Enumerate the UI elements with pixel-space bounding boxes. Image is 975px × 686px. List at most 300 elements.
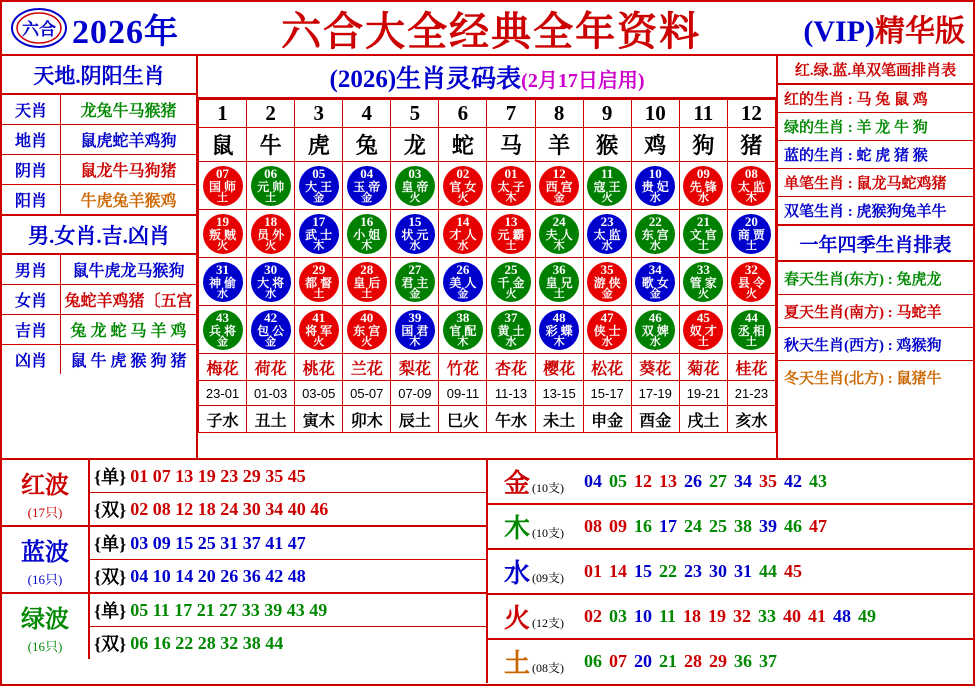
code-ball[interactable] [587,262,627,302]
code-ball[interactable] [347,166,387,206]
ball-element: 水 [505,336,517,348]
ball-element: 水 [409,240,421,252]
element-name-cell [488,598,580,635]
element-name: 火 [503,604,530,633]
ball-title: 官 女 [449,180,477,194]
element-number: 21 [659,651,677,671]
wave-numbers [90,460,486,525]
ball-element: 土 [697,240,709,252]
ball-element: 金 [313,192,325,204]
color-zodiac-line: 单笔生肖 : 鼠龙马蛇鸡猪 [778,169,973,197]
flower-row: 梅花 荷花 桃花 兰花 梨花 竹花 杏花 樱花 松花 葵花 菊花 桂花 [199,354,776,381]
ball-number: 35 [600,262,614,277]
code-ball[interactable] [251,166,291,206]
element-number: 43 [809,471,827,491]
element-name-cell [488,463,580,500]
ball-title: 先 锋 [689,180,717,194]
element-name-cell [488,643,580,680]
ball-number: 09 [696,166,710,181]
season-zodiac-line: 春天生肖(东方) : 兔虎龙 [778,262,973,295]
season-lines-group [778,262,973,393]
element-number: 39 [759,516,777,536]
mid-panel [198,54,776,458]
ball-number: 07 [216,166,230,181]
code-ball[interactable] [491,166,531,206]
body-columns [2,54,973,458]
ball-title: 包 公 [257,324,285,338]
bottom-section [2,458,973,683]
mid-title-note: (2月17日启用) [521,70,645,92]
ball-element: 土 [745,240,757,252]
ball-element: 水 [649,240,661,252]
ball-element: 土 [697,336,709,348]
code-ball[interactable] [347,214,387,254]
ball-element: 火 [409,192,421,204]
code-ball[interactable] [731,262,771,302]
element-numbers [580,516,973,537]
code-ball[interactable] [395,166,435,206]
element-count: (08支) [532,661,564,675]
left-row-label: 吉肖 [2,315,61,344]
ball-element: 金 [601,288,613,300]
left-row [2,255,196,285]
ball-element: 火 [217,240,229,252]
code-ball[interactable] [491,214,531,254]
ball-title: 县 令 [737,276,765,290]
element-number: 42 [784,471,802,491]
wave-odd-label: {单} [94,467,127,487]
element-number: 03 [609,606,627,626]
left-row-value: 鼠 牛 虎 猴 狗 猪 [70,353,187,370]
ball-element: 木 [745,192,757,204]
ball-title: 状 元 [401,228,429,242]
wave-even-numbers: 06 16 22 28 32 38 44 [130,632,284,653]
code-ball[interactable] [299,214,339,254]
ball-number: 24 [552,214,566,229]
element-number: 04 [584,471,602,491]
ball-title: 员 外 [257,228,285,242]
ball-element: 水 [217,288,229,300]
ball-title: 双 婢 [641,324,669,338]
ball-element: 金 [361,192,373,204]
ball-element: 木 [553,240,565,252]
ball-element: 土 [361,288,373,300]
code-ball[interactable] [683,214,723,254]
ball-element: 土 [217,192,229,204]
ball-element: 土 [553,288,565,300]
ball-element: 木 [553,336,565,348]
ball-number: 33 [696,262,710,277]
left-row-value: 鼠龙牛马狗猪 [80,163,177,180]
element-number: 36 [734,651,752,671]
color-zodiac-line: 蓝的生肖 : 蛇 虎 猪 猴 [778,141,973,169]
element-count: (10支) [532,526,564,540]
ball-title: 皇 后 [353,276,381,290]
code-ball[interactable] [683,310,723,350]
ball-number: 47 [600,310,614,325]
code-ball[interactable] [587,166,627,206]
wave-even-label: {双} [94,500,127,520]
wave-row [2,460,486,527]
element-number: 18 [683,606,702,626]
wave-count: (17只) [27,504,63,520]
left-row [2,185,196,214]
year-label: 2026年 [72,13,179,51]
ball-title: 贵 妃 [641,180,669,194]
left-row [2,125,196,155]
element-number: 15 [634,561,652,581]
code-ball[interactable] [203,310,243,350]
element-number: 30 [709,561,727,581]
ball-number: 22 [648,214,662,229]
right-lines-group [778,85,973,224]
code-ball[interactable] [347,262,387,302]
ball-title: 小 姐 [353,228,381,242]
ball-element: 水 [697,192,709,204]
vip-label: (VIP) [803,15,875,48]
element-row [488,595,973,640]
ball-number: 29 [312,262,326,277]
code-ball[interactable] [731,214,771,254]
element-number: 47 [809,516,827,536]
code-ball[interactable] [491,310,531,350]
ball-element: 木 [505,192,517,204]
ball-number: 13 [504,214,518,229]
wave-even-numbers: 04 10 14 20 26 36 42 48 [130,565,306,586]
ball-number: 05 [312,166,326,181]
code-ball[interactable] [635,310,675,350]
ball-number: 30 [264,262,278,277]
code-ball[interactable] [539,214,579,254]
ball-title: 元 帅 [257,180,285,194]
ball-title: 东 宫 [353,324,381,338]
left-row [2,315,196,345]
code-ball[interactable] [635,262,675,302]
code-ball[interactable] [443,310,483,350]
ball-title: 丞 相 [737,324,765,338]
ball-title: 大 将 [257,276,285,290]
ball-element: 土 [505,240,517,252]
code-ball[interactable] [539,166,579,206]
ball-element: 木 [457,336,469,348]
ball-number: 06 [264,166,278,181]
ball-number: 20 [744,214,758,229]
left-row-label: 阴肖 [2,155,61,184]
wave-name: 绿波 [21,606,69,633]
ball-number: 46 [648,310,662,325]
wave-odd-numbers: 01 07 13 19 23 29 35 45 [130,465,306,486]
ball-title: 商 贾 [737,228,765,242]
ball-title: 夫 人 [545,228,573,242]
element-number: 24 [684,516,702,536]
element-row [488,640,973,683]
code-ball[interactable] [299,166,339,206]
page-header [2,2,973,54]
code-ball[interactable] [491,262,531,302]
wave-name: 蓝波 [21,539,69,566]
code-ball[interactable] [203,214,243,254]
ball-number: 21 [696,214,710,229]
wave-odd-label: {单} [94,601,127,621]
ball-row [199,162,776,210]
left-row-label: 阳肖 [2,185,61,214]
ball-title: 太 监 [737,180,765,194]
element-numbers [580,606,973,627]
ball-element: 金 [409,288,421,300]
element-numbers [580,651,973,672]
ball-number: 08 [744,166,758,181]
wave-odd-label: {单} [94,534,127,554]
ball-title: 才 人 [449,228,477,242]
logo-icon [8,6,70,50]
wave-count: (16只) [27,571,63,587]
ball-title: 文 官 [689,228,717,242]
ball-title: 玉 帝 [353,180,381,194]
code-ball[interactable] [443,214,483,254]
ball-number: 11 [601,166,614,181]
element-name: 木 [503,514,530,543]
left-row [2,95,196,125]
ball-title: 都 督 [305,276,333,290]
left-row-label: 凶肖 [2,345,61,374]
code-ball[interactable] [635,214,675,254]
wave-odd-numbers: 03 09 15 25 31 37 41 47 [130,532,306,553]
ball-element: 火 [697,288,709,300]
wave-name-cell [2,527,90,592]
element-numbers [580,561,973,582]
ball-number: 15 [408,214,422,229]
wave-table [2,460,488,683]
zodiac-code-table [198,99,776,433]
code-ball[interactable] [683,166,723,206]
element-name: 土 [503,649,530,678]
wave-odd-line [90,594,486,627]
wave-name: 红波 [21,472,69,499]
wave-count: (16只) [27,638,63,654]
code-ball[interactable] [251,214,291,254]
ball-number: 40 [360,310,374,325]
code-ball[interactable] [587,214,627,254]
code-ball[interactable] [731,166,771,206]
code-ball[interactable] [683,262,723,302]
left-row-value: 牛虎兔羊猴鸡 [80,193,177,210]
element-number: 07 [609,651,627,671]
code-ball[interactable] [587,310,627,350]
ball-number: 34 [648,262,662,277]
svg-text:六合: 六合 [22,20,56,39]
ball-title: 奴 才 [689,324,717,338]
left-row-value: 鼠牛虎龙马猴狗 [72,263,185,280]
season-zodiac-line: 夏天生肖(南方) : 马蛇羊 [778,295,973,328]
ball-element: 金 [217,336,229,348]
ball-element: 木 [313,240,325,252]
ball-element: 火 [361,336,373,348]
ball-number: 43 [216,310,230,325]
code-ball[interactable] [731,310,771,350]
ball-title: 美 人 [449,276,477,290]
color-zodiac-line: 双笔生肖 : 虎猴狗兔羊牛 [784,204,947,220]
ball-number: 41 [312,310,326,325]
code-ball[interactable] [299,310,339,350]
ball-number: 45 [696,310,710,325]
page-title: 六合大全经典全年资料 [281,8,702,54]
element-number: 20 [634,651,652,671]
ball-row [199,258,776,306]
ball-number: 48 [552,310,566,325]
ball-element: 水 [601,240,613,252]
ball-title: 将 军 [305,324,333,338]
ball-number: 10 [648,166,662,181]
code-ball[interactable] [539,310,579,350]
ball-number: 02 [456,166,470,181]
element-number: 19 [708,606,727,626]
wave-even-label: {双} [94,567,127,587]
left-row-value: 兔蛇羊鸡猪〔五宫 [64,293,193,310]
left-row-value: 兔 龙 蛇 马 羊 鸡 [70,323,187,340]
element-number: 08 [584,516,602,536]
ball-element: 木 [409,336,421,348]
right-panel [776,54,973,458]
left-rows-group-2 [2,255,196,374]
code-ball[interactable] [203,166,243,206]
element-number: 35 [759,471,777,491]
element-number: 11 [659,606,677,626]
ball-element: 金 [553,192,565,204]
time-range-row: 23-01 01-03 03-05 05-07 07-09 09-11 11-13 13-15 15-17 17-19 19-21 21-23 [199,381,776,406]
ball-number: 39 [408,310,422,325]
ball-element: 土 [313,288,325,300]
left-row-label: 天肖 [2,95,61,124]
ball-title: 东 宫 [641,228,669,242]
vip-badge [803,6,965,50]
wave-row [2,594,486,659]
left-panel [2,54,198,458]
code-ball[interactable] [443,166,483,206]
branch-element-row: 子水 丑土 寅木 卯木 辰土 巳火 午水 未土 申金 酉金 戌土 亥水 [199,406,776,433]
ball-title: 寇 王 [593,180,621,194]
element-number: 13 [659,471,677,491]
element-name-cell [488,508,580,545]
wave-numbers [90,594,486,659]
ball-title: 太 子 [497,180,525,194]
code-ball[interactable] [539,262,579,302]
ball-number: 03 [408,166,422,181]
ball-title: 官 配 [449,324,477,338]
ball-number: 12 [552,166,566,181]
ball-number: 14 [456,214,470,229]
wave-numbers [90,527,486,592]
element-number: 33 [758,606,777,626]
ball-element: 火 [265,240,277,252]
ball-element: 水 [457,240,469,252]
wave-name-cell [2,594,90,659]
element-number: 09 [609,516,627,536]
element-number: 02 [584,606,602,626]
ball-title: 国 君 [401,324,429,338]
ball-element: 火 [601,192,613,204]
ball-element: 水 [649,192,661,204]
mid-title-main: (2026)生肖灵码表 [329,66,522,93]
code-ball[interactable] [395,214,435,254]
code-ball[interactable] [395,262,435,302]
ball-number: 16 [360,214,374,229]
element-number: 44 [759,561,777,581]
code-ball[interactable] [299,262,339,302]
element-name: 金 [503,469,530,498]
left-row [2,345,196,374]
ball-title: 太 监 [593,228,621,242]
ball-number: 23 [600,214,614,229]
element-name: 水 [503,559,530,588]
left-row-value: 龙兔牛马猴猪 [80,103,177,120]
code-ball[interactable] [203,262,243,302]
mid-title [198,56,776,99]
left-rows-group-1 [2,95,196,214]
element-count: (12支) [532,616,564,630]
left-title: 天地.阴阳生肖 [2,56,196,95]
element-number: 49 [858,606,877,626]
ball-element: 火 [505,288,517,300]
ball-number: 27 [408,262,422,277]
ball-number: 31 [216,262,230,277]
element-number: 46 [784,516,802,536]
ball-title: 黄 土 [497,324,525,338]
ball-number: 25 [504,262,518,277]
ball-number: 28 [360,262,374,277]
code-ball[interactable] [395,310,435,350]
ball-title: 管 家 [689,276,717,290]
code-ball[interactable] [443,262,483,302]
ball-title: 君 主 [401,276,429,290]
wave-odd-line [90,460,486,493]
ball-number: 44 [744,310,758,325]
wave-even-line [90,627,486,659]
element-number: 38 [734,516,752,536]
element-number: 06 [584,651,602,671]
element-number: 27 [709,471,727,491]
ball-title: 游 侠 [593,276,621,290]
element-number: 28 [684,651,702,671]
code-ball[interactable] [635,166,675,206]
code-ball[interactable] [347,310,387,350]
ball-title: 兵 将 [209,324,237,338]
code-ball[interactable] [251,262,291,302]
left-row-label: 男肖 [2,255,61,284]
code-ball[interactable] [251,310,291,350]
wave-name-cell [2,460,90,525]
ball-number: 01 [504,166,518,181]
ball-row [199,210,776,258]
left-row-label: 女肖 [2,285,61,314]
ball-element: 火 [457,192,469,204]
element-number: 31 [734,561,752,581]
ball-element: 水 [649,336,661,348]
left-row [2,285,196,315]
ball-number: 37 [504,310,518,325]
ball-title: 歌 女 [641,276,669,290]
ball-number: 04 [360,166,374,181]
ball-element: 水 [601,336,613,348]
wave-row [2,527,486,594]
wave-odd-numbers: 05 11 17 21 27 33 39 43 49 [130,599,328,620]
element-number: 16 [634,516,652,536]
color-zodiac-line: 绿的生肖 : 羊 龙 牛 狗 [778,113,973,141]
ball-title: 侠 士 [593,324,621,338]
ball-title: 国 师 [209,180,237,194]
vip-suffix-label: 精华版 [875,15,965,48]
element-count: (10支) [532,481,564,495]
element-number: 14 [609,561,627,581]
